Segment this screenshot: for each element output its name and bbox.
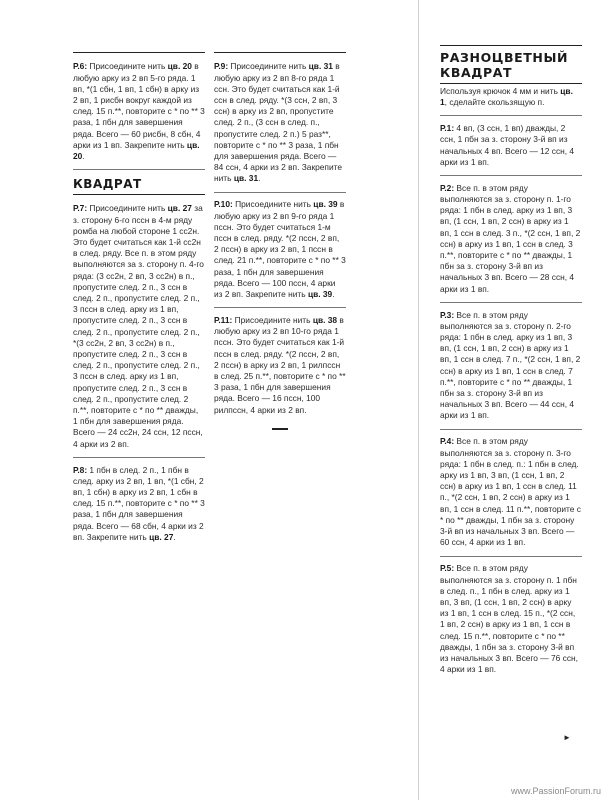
row-10-instruction: Р.10: Присоедините нить цв. 39 в любую арку из 2 вп 9-го ряда 1 пссн. Это будет считаться 1-м пссн в след. ряду. *(2 пссн, 2 вп, 2 пссн) в арку из 2 вп, 1 пссн в след. 21 п.**, повторите с * по ** 3 раза, 1 пбн для завершения ряда. Всего — 100 пссн, 4 арки из 2 вп. Закрепите нить цв. 39. <box>214 199 346 300</box>
continue-arrow-icon: ► <box>563 733 571 742</box>
divider <box>440 556 582 557</box>
divider <box>440 115 582 116</box>
section-rule <box>73 52 205 53</box>
sidebar-title-line-1: РАЗНОЦВЕТНЫЙ <box>440 50 569 65</box>
divider <box>214 192 346 193</box>
intro-instruction: Используя крючок 4 мм и нить цв. 1, сделайте скользящую п. <box>440 86 573 108</box>
row-5-instruction: Р.5: Все п. в этом ряду выполняются за з. сторону п. 1 пбн в след. п., 1 пбн в след. арку из 1 вп, 3 вп, (1 ссн, 1 вп, 2 ссн) в арку из 1 вп, 1 ссн в след. 15 п., *(2 ссн, 1 вп, 2 ссн) в арку из 1 вп, 1 ссн в след. 15 п.**, повторите с * по ** дважды, 1 пбн за з. сторону 3-й вп из начальных 3 вп. Всего — 76 ссн, 4 арки из 1 вп. <box>440 563 578 675</box>
heading-rule <box>73 194 205 195</box>
watermark: www.PassionForum.ru <box>510 786 601 796</box>
middle-column <box>214 52 346 430</box>
divider <box>440 429 582 430</box>
row-4-instruction: Р.4: Все п. в этом ряду выполняются за з. сторону п. 3-го ряда: 1 пбн в след. п.: 1 пбн в след. арку из 1 вп, 3 вп, (1 ссн, 1 вп, 2 ссн) в арку из 1 вп, 1 ссн в след. 11 п., *(2 ссн, 1 вп, 2 ссн) в арку из 1 вп, 1 ссн в след. 11 п.**, повторите с * по ** дважды, 1 пбн за з. сторону 3-й вп из начальных 3 вп. Всего — 60 ссн, 4 арки из 1 вп. <box>440 436 581 548</box>
sidebar-title <box>440 51 590 80</box>
end-dash <box>272 428 288 430</box>
left-column <box>73 52 205 550</box>
sidebar-title-line-2: КВАДРАТ <box>440 64 513 80</box>
row-1-instruction: Р.1: 4 вп, (3 ссн, 1 вп) дважды, 2 ссн, 1 пбн за з. сторону 3-й вп из начальных 4 вп. Всего — 12 ссн, 4 арки из 1 вп. <box>440 123 575 167</box>
divider <box>73 169 205 170</box>
divider <box>73 457 205 458</box>
row-2-instruction: Р.2: Все п. в этом ряду выполняются за з. сторону п. 1-го ряда: 1 пбн в след. арку из 1 вп, 3 вп, (1 ссн, 1 вп, 2 ссн) в арку из 1 вп, 1 ссн в след. 3 п., *(2 ссн, 1 вп, 2 ссн) в арку из 1 вп, 1 ссн в след. 3 п.**, повторите с * по ** дважды, 1 пбн за з. сторону 3-й вп из начальных 3 вп. Всего — 28 ссн, 4 арки из 1 вп. <box>440 182 581 294</box>
row-11-instruction: Р.11: Присоедините нить цв. 38 в любую арку из 2 вп 10-го ряда 1 пссн. Это будет считаться как 1-й пссн в след. ряду. *(2 пссн, 2 вп, 2 пссн) в арку из 2 вп, 1 рилпссн в след. 25 п.**, повторите с * по ** 3 раза, 1 пбн для завершения ряда. Всего — 16 пссн, 100 рилпссн, 4 арки из 2 вп. <box>214 315 346 415</box>
row-6-instruction: Р.6: Присоедините нить цв. 20 в любую арку из 2 вп 5-го ряда. 1 вп, *(1 сбн, 1 вп, 1 сбн) в арку из 2 вп, 1 рисбн вокруг каждой из след. 15 п.**, повторите с * по ** 3 раза, 1 пбн для завершения ряда. Всего — 60 рисбн, 8 сбн, 4 арки из 1 вп. Закрепите нить цв. 20. <box>73 61 205 162</box>
sidebar-column <box>440 86 582 682</box>
sidebar-top-rule <box>440 45 582 46</box>
divider <box>440 175 582 176</box>
row-7-instruction: Р.7: Присоедините нить цв. 27 за з. сторону 6-го пссн в 4-м ряду ромба на любой стороне 1 сс2н. Это будет считаться как 1-й сс2н в след. ряду. Все п. в этом ряду выполняются за з. сторону п. 4-го ряда: (3 сс2н, 2 вп, 3 сс2н) в п., пропустите след. 2 п., 3 ссн в след. 2 п., пропустите след. 2 п., 3 пссн в след. арку из 1 вп, пропустите след. 2 п., 3 ссн в след. 2 п., пропустите след. 2 п., *(3 сс2н, 2 вп, 3 сс2н) в п., пропустите след. 2 п., 3 ссн в след. 2 п., пропустите след. 2 п., 3 пссн в след. арку из 1 вп, пропустите след. 2 п., 3 ссн в след. 2 п., пропустите след. 2 п.**, повторите с * по ** дважды, 1 пбн для завершения ряда. Всего — 24 сс2н, 24 ссн, 12 пссн, 4 арки из 2 вп. <box>73 203 204 449</box>
section-rule <box>214 52 346 53</box>
sidebar-title-rule <box>440 83 582 84</box>
divider <box>214 307 346 308</box>
row-3-instruction: Р.3: Все п. в этом ряду выполняются за з. сторону п. 2-го ряда: 1 пбн в след. арку из 1 вп, 3 вп, (1 ссн, 1 вп, 2 ссн) в арку из 1 вп, 1 ссн в след. 7 п., *(2 ссн, 1 вп, 2 ссн) в арку из 1 вп, 1 ссн в след. 7 п.**, повторите с * по ** дважды, 1 пбн за з. сторону 3-й вп из начальных 3 вп. Всего — 44 ссн, 4 арки из 1 вп. <box>440 309 581 421</box>
section-heading-square: КВАДРАТ <box>73 177 142 192</box>
row-8-instruction: Р.8: 1 пбн в след. 2 п., 1 пбн в след. арку из 2 вп, 1 вп, *(1 сбн, 2 вп, 1 сбн) в арку из 2 вп, 1 сбн в след. 15 п.**, повторите с * по ** 3 раза, 1 пбн для завершения ряда. Всего — 68 сбн, 4 арки из 2 вп. Закрепите нить цв. 27. <box>73 464 205 542</box>
divider <box>440 302 582 303</box>
row-9-instruction: Р.9: Присоедините нить цв. 31 в любую арку из 2 вп 8-го ряда 1 ссн. Это будет считаться как 1-й ссн в след. ряду. *(3 ссн, 2 вп, 3 ссн) в арку из 2 вп, пропустите след. 2 п., (3 ссн в след. п., пропустите след. 2 п.) 5 раз**, повторите с * по ** 3 раза, 1 пбн для завершения ряда. Всего — 84 ссн, 4 арки из 2 вп. Закрепите нить цв. 31. <box>214 61 343 184</box>
